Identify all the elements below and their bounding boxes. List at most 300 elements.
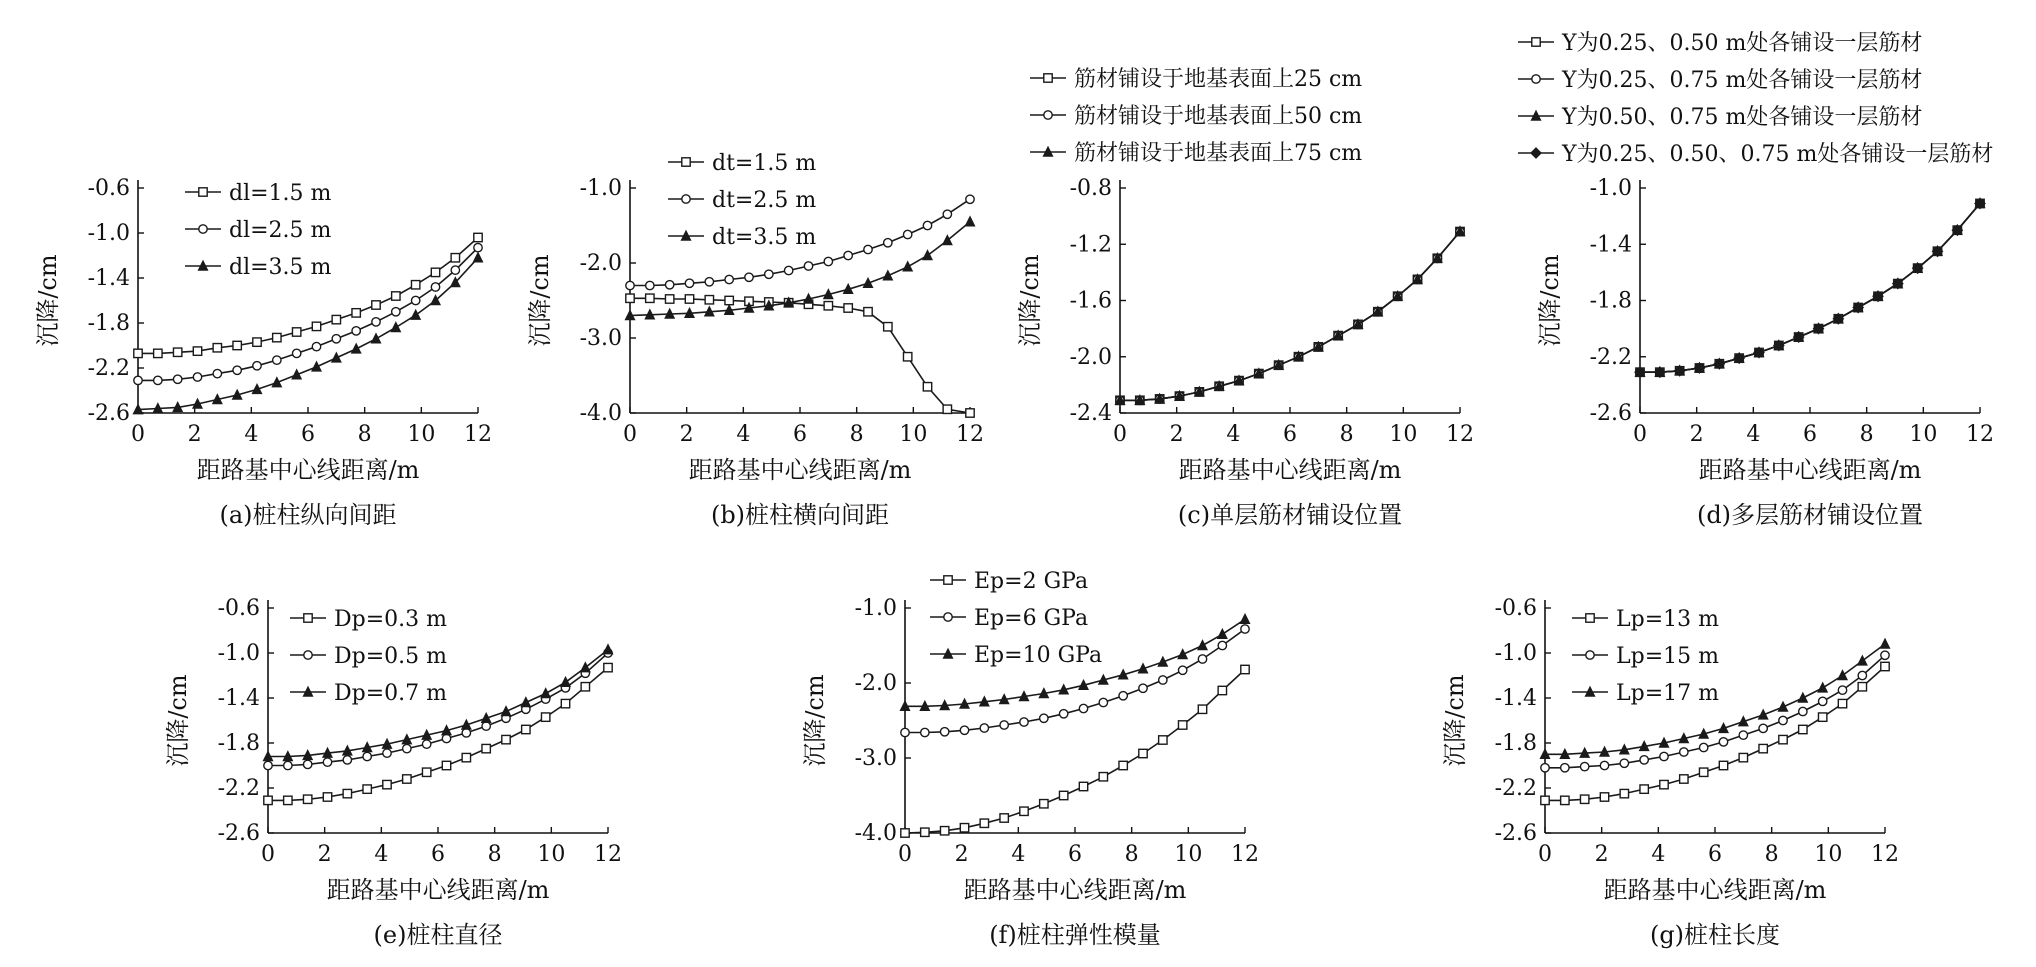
x-tick-label: 6 <box>1283 422 1297 447</box>
data-point <box>725 296 733 304</box>
x-tick-label: 0 <box>261 842 275 867</box>
legend-label: 筋材铺设于地基表面上25 cm <box>1074 67 1363 92</box>
data-point <box>253 338 261 346</box>
data-point <box>154 349 162 357</box>
data-point <box>1241 665 1249 673</box>
data-point <box>332 315 340 323</box>
y-tick-label: -1.6 <box>1069 288 1112 314</box>
x-tick-label: 0 <box>131 422 145 447</box>
data-point <box>1759 744 1767 752</box>
data-point <box>581 683 589 691</box>
data-point <box>462 729 470 737</box>
data-point <box>502 735 510 743</box>
series-line <box>1640 204 1980 373</box>
data-point <box>482 722 490 730</box>
data-point <box>1040 800 1048 808</box>
legend-label: dt=1.5 m <box>712 151 817 176</box>
legend-label: 筋材铺设于地基表面上75 cm <box>1074 141 1363 166</box>
data-point <box>1799 707 1807 715</box>
data-point <box>233 366 241 374</box>
data-point <box>1178 649 1187 658</box>
data-point <box>1600 761 1608 769</box>
y-tick-label: -2.0 <box>1069 344 1112 370</box>
x-tick-label: 4 <box>1226 422 1241 447</box>
data-point <box>213 369 221 377</box>
data-point <box>921 828 929 836</box>
data-point <box>1561 796 1569 804</box>
y-tick-label: -2.2 <box>1589 344 1632 370</box>
data-point <box>864 308 872 316</box>
data-point <box>154 376 162 384</box>
y-tick-label: -1.0 <box>1589 176 1632 201</box>
data-point <box>173 348 181 356</box>
series-line <box>1120 232 1460 401</box>
data-point <box>403 775 411 783</box>
data-point <box>1541 764 1549 772</box>
x-tick-label: 4 <box>736 422 751 447</box>
data-point <box>960 726 968 734</box>
data-point <box>474 243 482 251</box>
y-tick-label: -1.8 <box>217 731 260 756</box>
data-point <box>253 362 261 370</box>
data-point <box>372 301 380 309</box>
data-point <box>403 744 411 752</box>
data-point <box>1660 752 1668 760</box>
y-axis-label: 沉降/cm <box>1536 254 1564 347</box>
x-tick-label: 12 <box>464 422 492 447</box>
x-tick-label: 0 <box>1113 422 1127 447</box>
x-tick-label: 0 <box>1633 422 1647 447</box>
data-point <box>884 239 892 247</box>
x-tick-label: 6 <box>301 422 315 447</box>
legend-label: dl=2.5 m <box>229 218 332 243</box>
data-point <box>765 270 773 278</box>
data-point <box>411 296 419 304</box>
data-point <box>903 353 911 361</box>
x-tick-label: 6 <box>793 422 807 447</box>
y-tick-label: -1.0 <box>854 596 897 621</box>
series-line <box>1640 204 1980 373</box>
y-tick-label: -2.0 <box>854 671 897 696</box>
legend-label: Ep=2 GPa <box>974 569 1089 594</box>
data-point <box>1139 684 1147 692</box>
x-tick-label: 6 <box>1708 842 1722 867</box>
panel-caption: (a)桩柱纵向间距 <box>219 501 397 529</box>
data-point <box>1858 683 1866 691</box>
data-point <box>603 644 612 653</box>
data-point <box>193 373 201 381</box>
x-tick-label: 8 <box>849 422 864 447</box>
data-point <box>901 728 909 736</box>
data-point <box>626 294 634 302</box>
x-tick-label: 8 <box>1339 422 1354 447</box>
legend-marker <box>304 651 312 659</box>
data-point <box>343 789 351 797</box>
x-tick-label: 8 <box>487 842 502 867</box>
data-point <box>745 273 753 281</box>
legend-label: 筋材铺设于地基表面上50 cm <box>1074 104 1363 129</box>
panel-caption: (c)单层筋材铺设位置 <box>1177 501 1403 529</box>
data-point <box>1541 796 1549 804</box>
data-point <box>482 744 490 752</box>
y-tick-label: -3.0 <box>579 326 622 351</box>
y-tick-label: -2.6 <box>1589 401 1632 426</box>
data-point <box>1059 710 1067 718</box>
data-point <box>134 349 142 357</box>
x-tick-label: 10 <box>1909 422 1938 447</box>
data-point <box>343 756 351 764</box>
data-point <box>1159 736 1167 744</box>
y-tick-label: -2.6 <box>217 821 260 846</box>
data-point <box>1139 749 1147 757</box>
legend-label: Ep=6 GPa <box>974 606 1089 631</box>
series-line <box>1120 232 1460 401</box>
data-point <box>473 253 482 262</box>
x-tick-label: 4 <box>374 842 389 867</box>
data-point <box>1020 807 1028 815</box>
legend-marker <box>199 188 207 196</box>
data-point <box>804 262 812 270</box>
series-line <box>138 258 478 410</box>
data-point <box>1680 748 1688 756</box>
x-axis-label: 距路基中心线距离/m <box>326 876 550 904</box>
legend-label: dt=2.5 m <box>712 188 817 213</box>
legend-marker <box>1532 75 1540 83</box>
data-point <box>541 688 550 697</box>
panel-caption: (d)多层筋材铺设位置 <box>1696 501 1924 529</box>
data-point <box>921 728 929 736</box>
data-point <box>1640 785 1648 793</box>
data-point <box>1241 625 1249 633</box>
legend-label: Lp=17 m <box>1616 681 1719 706</box>
data-point <box>1858 656 1867 665</box>
data-point <box>685 295 693 303</box>
data-point <box>323 793 331 801</box>
data-point <box>784 266 792 274</box>
data-point <box>1198 705 1206 713</box>
data-point <box>960 824 968 832</box>
data-point <box>451 266 459 274</box>
data-point <box>442 734 450 742</box>
data-point <box>940 728 948 736</box>
x-tick-label: 2 <box>679 422 694 447</box>
x-axis-label: 距路基中心线距离/m <box>1698 456 1922 484</box>
legend-marker <box>682 195 690 203</box>
data-point <box>541 713 549 721</box>
data-point <box>1759 724 1767 732</box>
panel-caption: (g)桩柱长度 <box>1649 921 1781 949</box>
data-point <box>824 302 832 310</box>
y-axis-label: 沉降/cm <box>1441 674 1469 767</box>
data-point <box>1000 721 1008 729</box>
y-tick-label: -0.8 <box>1069 176 1112 201</box>
data-point <box>1040 714 1048 722</box>
data-point <box>665 295 673 303</box>
data-point <box>1159 676 1167 684</box>
data-point <box>1881 662 1889 670</box>
data-point <box>604 663 612 671</box>
legend-label: Y为0.25、0.50 m处各铺设一层筋材 <box>1562 31 1923 56</box>
x-tick-label: 10 <box>1814 842 1843 867</box>
y-tick-label: -1.4 <box>217 686 260 711</box>
data-point <box>561 699 569 707</box>
data-point <box>1218 641 1226 649</box>
data-point <box>1739 731 1747 739</box>
data-point <box>1178 666 1186 674</box>
data-point <box>1218 686 1226 694</box>
legend-marker <box>1044 74 1052 82</box>
y-tick-label: -2.6 <box>87 401 130 426</box>
x-tick-label: 10 <box>407 422 436 447</box>
legend-label: Dp=0.7 m <box>334 681 447 706</box>
x-tick-label: 2 <box>187 422 202 447</box>
data-point <box>1620 759 1628 767</box>
legend-marker <box>682 158 690 166</box>
data-point <box>323 758 331 766</box>
data-point <box>903 262 912 271</box>
y-tick-label: -0.6 <box>217 596 260 621</box>
data-point <box>173 375 181 383</box>
y-tick-label: -1.0 <box>1494 641 1537 666</box>
data-point <box>725 275 733 283</box>
data-point <box>943 210 951 218</box>
legend-label: dl=3.5 m <box>229 255 332 280</box>
data-point <box>685 279 693 287</box>
data-point <box>284 761 292 769</box>
y-axis-label: 沉降/cm <box>34 254 62 347</box>
data-point <box>422 740 430 748</box>
y-tick-label: -2.2 <box>87 356 130 381</box>
legend-label: dl=1.5 m <box>229 181 332 206</box>
y-tick-label: -2.2 <box>1494 776 1537 801</box>
data-point <box>1699 768 1707 776</box>
data-point <box>1198 640 1207 649</box>
data-point <box>1099 773 1107 781</box>
data-point <box>883 271 892 280</box>
data-point <box>273 356 281 364</box>
data-point <box>312 322 320 330</box>
series-line <box>630 298 970 413</box>
chart-panel-b <box>526 151 984 529</box>
legend-marker <box>1586 651 1594 659</box>
x-tick-label: 4 <box>1011 842 1026 867</box>
data-point <box>1020 718 1028 726</box>
legend-marker <box>1044 111 1052 119</box>
x-tick-label: 10 <box>1389 422 1418 447</box>
data-point <box>1079 782 1087 790</box>
series-line <box>1640 204 1980 373</box>
x-tick-label: 6 <box>1803 422 1817 447</box>
x-tick-label: 12 <box>1446 422 1474 447</box>
legend-marker <box>304 614 312 622</box>
x-tick-label: 12 <box>1231 842 1259 867</box>
data-point <box>705 296 713 304</box>
data-point <box>1198 655 1206 663</box>
x-axis-label: 距路基中心线距离/m <box>196 456 420 484</box>
data-point <box>665 281 673 289</box>
data-point <box>966 195 974 203</box>
x-tick-label: 2 <box>1689 422 1704 447</box>
data-point <box>392 292 400 300</box>
y-tick-label: -3.0 <box>854 746 897 771</box>
data-point <box>943 235 952 244</box>
data-point <box>474 233 482 241</box>
data-point <box>1838 670 1847 679</box>
data-point <box>1660 780 1668 788</box>
x-tick-label: 10 <box>537 842 566 867</box>
data-point <box>626 281 634 289</box>
data-point <box>363 785 371 793</box>
data-point <box>1580 795 1588 803</box>
y-tick-label: -2.2 <box>217 776 260 801</box>
data-point <box>292 328 300 336</box>
legend-marker <box>1531 148 1541 158</box>
data-point <box>332 353 341 362</box>
y-tick-label: -1.4 <box>1589 232 1632 258</box>
data-point <box>1719 761 1727 769</box>
y-tick-label: -1.0 <box>579 176 622 201</box>
y-tick-label: -1.4 <box>87 266 130 291</box>
data-point <box>864 245 872 253</box>
y-tick-label: -1.0 <box>87 221 130 246</box>
data-point <box>1799 725 1807 733</box>
x-tick-label: 8 <box>1764 842 1779 867</box>
data-point <box>1838 699 1846 707</box>
chart-panel-d <box>1518 31 1994 529</box>
data-point <box>1600 793 1608 801</box>
data-point <box>501 706 510 715</box>
panel-caption: (b)桩柱横向间距 <box>710 501 890 529</box>
chart-panel-a <box>34 176 492 529</box>
data-point <box>1880 639 1889 648</box>
data-point <box>462 753 470 761</box>
data-point <box>264 796 272 804</box>
y-axis-label: 沉降/cm <box>526 254 554 347</box>
x-tick-label: 0 <box>1538 842 1552 867</box>
data-point <box>980 724 988 732</box>
y-axis-label: 沉降/cm <box>164 674 192 767</box>
x-tick-label: 8 <box>1124 842 1139 867</box>
legend-label: Y为0.25、0.50、0.75 m处各铺设一层筋材 <box>1562 142 1994 167</box>
data-point <box>1561 764 1569 772</box>
data-point <box>1079 704 1087 712</box>
x-axis-label: 距路基中心线距离/m <box>688 456 912 484</box>
data-point <box>1818 713 1826 721</box>
series-line <box>1545 655 1885 768</box>
y-tick-label: -0.6 <box>1494 596 1537 621</box>
x-tick-label: 2 <box>954 842 969 867</box>
y-tick-label: -0.6 <box>87 176 130 201</box>
data-point <box>1798 693 1807 702</box>
data-point <box>284 796 292 804</box>
data-point <box>1779 735 1787 743</box>
x-tick-label: 12 <box>1966 422 1994 447</box>
data-point <box>1178 721 1186 729</box>
legend-label: Ep=10 GPa <box>974 643 1103 668</box>
data-point <box>844 251 852 259</box>
data-point <box>1699 743 1707 751</box>
data-point <box>923 250 932 259</box>
x-tick-label: 10 <box>1174 842 1203 867</box>
panel-caption: (f)桩柱弹性模量 <box>989 921 1161 949</box>
data-point <box>392 308 400 316</box>
data-point <box>923 383 931 391</box>
legend-label: Y为0.50、0.75 m处各铺设一层筋材 <box>1562 105 1923 130</box>
data-point <box>581 662 590 671</box>
y-tick-label: -1.8 <box>87 311 130 336</box>
x-tick-label: 12 <box>594 842 622 867</box>
data-point <box>1119 692 1127 700</box>
data-point <box>1099 698 1107 706</box>
data-point <box>923 221 931 229</box>
data-point <box>966 409 974 417</box>
data-point <box>372 318 380 326</box>
series-line <box>905 670 1245 834</box>
y-tick-label: -2.0 <box>579 251 622 276</box>
data-point <box>134 376 142 384</box>
data-point <box>965 217 974 226</box>
y-tick-label: -2.6 <box>1494 821 1537 846</box>
data-point <box>1818 697 1826 705</box>
data-point <box>1680 775 1688 783</box>
y-tick-label: -4.0 <box>854 821 897 846</box>
y-tick-label: -4.0 <box>579 401 622 426</box>
legend-marker <box>944 613 952 621</box>
data-point <box>1240 614 1249 623</box>
x-tick-label: 4 <box>244 422 259 447</box>
x-tick-label: 4 <box>1651 842 1666 867</box>
data-point <box>1858 671 1866 679</box>
data-point <box>844 304 852 312</box>
data-point <box>213 344 221 352</box>
legend-label: Lp=15 m <box>1616 644 1719 669</box>
data-point <box>431 268 439 276</box>
data-point <box>422 768 430 776</box>
chart-panel-e <box>164 596 622 949</box>
data-point <box>561 677 570 686</box>
data-point <box>391 322 400 331</box>
data-point <box>383 780 391 788</box>
data-point <box>1059 791 1067 799</box>
legend-marker <box>1586 614 1594 622</box>
chart-panel-c <box>1016 67 1474 529</box>
data-point <box>431 283 439 291</box>
data-point <box>1580 762 1588 770</box>
data-point <box>264 761 272 769</box>
data-point <box>980 819 988 827</box>
data-point <box>312 342 320 350</box>
data-point <box>1620 789 1628 797</box>
data-point <box>233 341 241 349</box>
legend-label: Y为0.25、0.75 m处各铺设一层筋材 <box>1562 68 1923 93</box>
y-axis-label: 沉降/cm <box>1016 254 1044 347</box>
data-point <box>901 829 909 837</box>
x-tick-label: 4 <box>1746 422 1761 447</box>
data-point <box>303 795 311 803</box>
legend-label: dt=3.5 m <box>712 225 817 250</box>
legend-marker <box>944 576 952 584</box>
x-tick-label: 6 <box>1068 842 1082 867</box>
data-point <box>1818 683 1827 692</box>
data-point <box>1218 629 1227 638</box>
legend-marker <box>199 225 207 233</box>
data-point <box>521 697 530 706</box>
x-axis-label: 距路基中心线距离/m <box>1178 456 1402 484</box>
x-tick-label: 2 <box>1594 842 1609 867</box>
data-point <box>903 230 911 238</box>
data-point <box>646 281 654 289</box>
legend-label: Lp=13 m <box>1616 607 1719 632</box>
